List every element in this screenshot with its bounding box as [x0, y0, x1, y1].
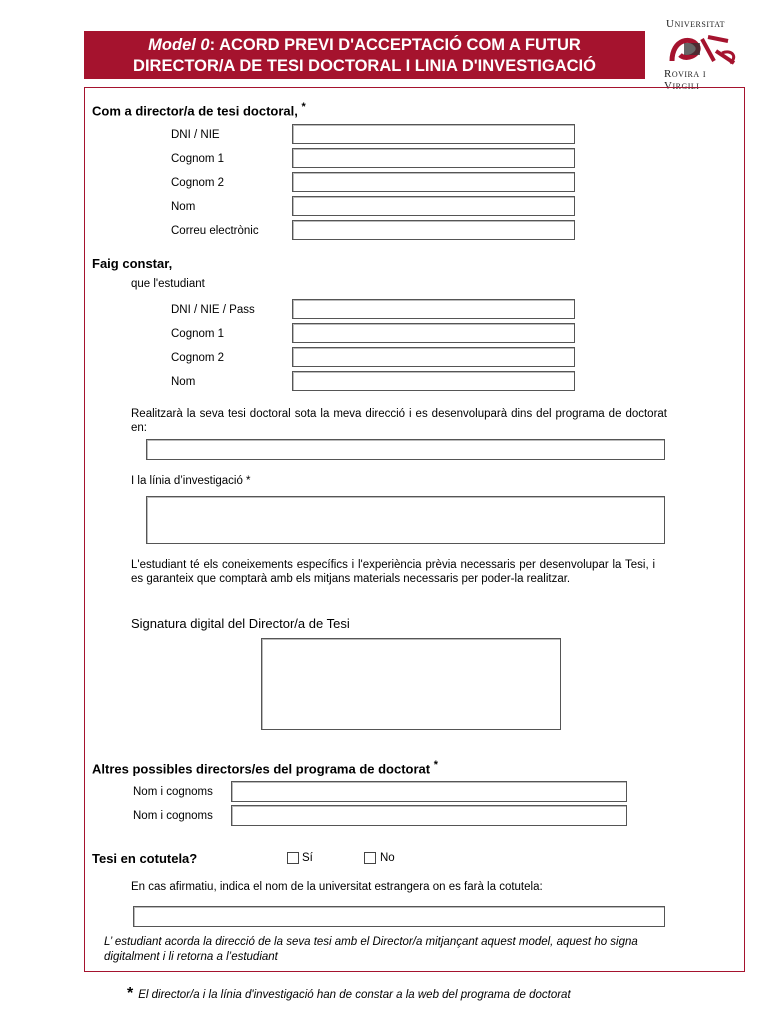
other-director2-input[interactable]	[231, 805, 627, 826]
program-text: Realitzarà la seva tesi doctoral sota la meva direcció i es desenvoluparà dins del programa de doctorat en:	[131, 408, 667, 434]
director-surname1-label: Cognom 1	[171, 153, 225, 165]
title-line1: : ACORD PREVI D'ACCEPTACIÓ COM A FUTUR	[209, 36, 581, 54]
cotutela-heading: Tesi en cotutela?	[92, 851, 198, 866]
title-banner	[84, 31, 645, 79]
footnote	[127, 985, 571, 1003]
student-heading: Faig constar,	[92, 256, 173, 271]
logo-bottom-text: Rovira i Virgili	[664, 68, 707, 92]
required-mark: *	[433, 759, 438, 771]
others-heading	[92, 759, 438, 776]
director-dni-input[interactable]	[292, 124, 575, 144]
cotutela-university-input[interactable]	[133, 906, 665, 927]
student-surname1-input[interactable]	[292, 323, 575, 343]
student-name-label: Nom	[171, 376, 196, 388]
director-name-label: Nom	[171, 201, 196, 213]
others-heading-text: Altres possibles directors/es del programa de doctorat	[92, 761, 431, 777]
footnote-mark: *	[127, 985, 134, 1002]
footnote-text: El director/a i la línia d'investigació han de constar a la web del programa de doctorat	[138, 989, 571, 1001]
director-email-label: Correu electrònic	[171, 225, 259, 237]
director-surname2-input[interactable]	[292, 172, 575, 192]
student-dni-input[interactable]	[292, 299, 575, 319]
program-input[interactable]	[146, 439, 665, 460]
director-heading-text: Com a director/a de tesi doctoral,	[92, 103, 298, 119]
director-surname1-input[interactable]	[292, 148, 575, 168]
student-surname1-label: Cognom 1	[171, 328, 225, 340]
research-line-label: I la línia d’investigació *	[131, 475, 251, 487]
knowledge-text: L'estudiant té els coneixements específics i l'experiència prèvia necessaris per desenvolupar la Tesi, i es garanteix que comptarà amb els mitjans materials necessaris per poder-la realitzar.	[131, 559, 655, 585]
other-director2-label: Nom i cognoms	[133, 810, 213, 822]
student-surname2-label: Cognom 2	[171, 352, 225, 364]
logo-emblem-icon	[662, 31, 742, 67]
title-line2: DIRECTOR/A DE TESI DOCTORAL I LINIA D'INVESTIGACIÓ	[133, 57, 596, 75]
cotutela-question: En cas afirmatiu, indica el nom de la universitat estrangera on es farà la cotutela:	[131, 881, 543, 893]
university-logo	[662, 18, 742, 92]
student-name-input[interactable]	[292, 371, 575, 391]
signature-label: Signatura digital del Director/a de Tesi	[131, 616, 350, 631]
director-email-input[interactable]	[292, 220, 575, 240]
cotutela-yes-checkbox[interactable]	[287, 852, 299, 864]
director-heading	[92, 101, 306, 118]
required-mark: *	[301, 101, 306, 113]
research-line-input[interactable]	[146, 496, 665, 544]
cotutela-no-checkbox[interactable]	[364, 852, 376, 864]
director-name-input[interactable]	[292, 196, 575, 216]
cotutela-no-label: No	[380, 852, 395, 864]
signature-box[interactable]	[261, 638, 561, 730]
student-intro: que l'estudiant	[131, 278, 205, 290]
director-dni-label: DNI / NIE	[171, 129, 220, 141]
cotutela-yes-label: Sí	[302, 852, 313, 864]
director-surname2-label: Cognom 2	[171, 177, 225, 189]
agreement-note: L’ estudiant acorda la direcció de la seva tesi amb el Director/a mitjançant aquest model, aquest ho signa digitalment i li retorna a l’estudiant	[104, 936, 638, 963]
other-director1-input[interactable]	[231, 781, 627, 802]
title-model: Model 0	[148, 36, 210, 54]
student-surname2-input[interactable]	[292, 347, 575, 367]
student-dni-label: DNI / NIE / Pass	[171, 304, 255, 316]
logo-top-text: Universitat	[666, 18, 726, 30]
other-director1-label: Nom i cognoms	[133, 786, 213, 798]
